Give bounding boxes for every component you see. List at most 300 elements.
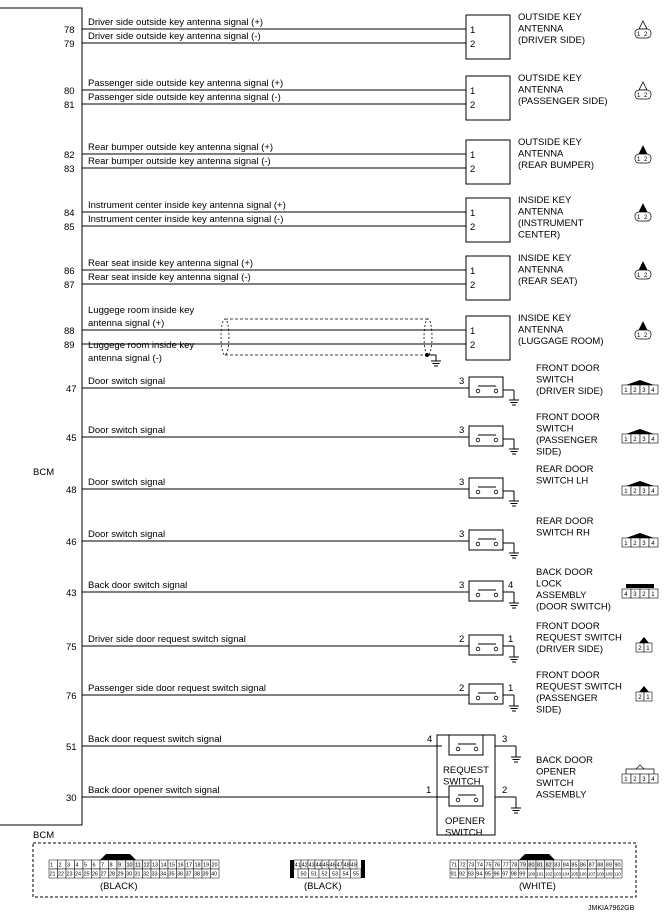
connector-cell-number: 50: [300, 871, 307, 878]
antenna-circuit: [64, 253, 651, 300]
connector-cell-number: 84: [562, 862, 569, 869]
component-name: ASSEMBLY: [536, 789, 587, 801]
terminal-number: 1: [426, 785, 432, 796]
connector-hood: [519, 854, 555, 860]
ground-symbol: [509, 443, 519, 454]
bcm-pin-number: 46: [66, 537, 77, 548]
connector-cell-number: 72: [459, 862, 466, 869]
bcm-pin-number: 75: [66, 642, 77, 653]
switch-circuit: [66, 516, 658, 558]
signal-label: Rear seat inside key antenna signal (+): [88, 258, 254, 269]
connector-cell-number: 101: [536, 871, 544, 877]
connector-cell-number: 39: [202, 871, 209, 878]
connector-cell-number: 103: [553, 871, 561, 877]
connector-cell-number: 8: [109, 862, 113, 869]
terminal-number: 4: [427, 734, 433, 745]
connector-cell-number: 2: [633, 388, 637, 394]
terminal-number: 1: [470, 150, 476, 161]
signal-label: Back door opener switch signal: [88, 785, 220, 796]
connector-cell-number: 76: [494, 862, 501, 869]
terminal-number: 3: [459, 580, 465, 591]
switch-box: [469, 426, 503, 446]
component-name: REAR DOOR: [536, 516, 594, 527]
connector-cell-number: 49: [350, 862, 357, 869]
component-name: FRONT DOOR: [536, 670, 600, 681]
component-name: CENTER): [518, 229, 561, 241]
connector-cell-number: 41: [294, 862, 301, 869]
terminal-number: 2: [470, 222, 476, 233]
connector-cell: 2: [644, 157, 648, 163]
connector-cell-number: 97: [502, 871, 509, 878]
connector-cell-number: 7: [101, 862, 105, 869]
bcm-pin-number: 80: [64, 86, 75, 97]
connector-cell-number: 1: [624, 388, 628, 394]
bcm-pin-number: 43: [66, 588, 77, 599]
switch-node: [456, 798, 460, 802]
signal-label: Rear bumper outside key antenna signal (+): [88, 142, 274, 153]
connector-cell-number: 4: [651, 437, 655, 443]
switch-node: [476, 593, 480, 597]
component-name: OUTSIDE KEY: [518, 73, 582, 84]
component-name: (PASSENGER: [536, 693, 598, 704]
component-name: INSIDE KEY: [518, 313, 572, 324]
connector-cell-number: 37: [185, 871, 192, 878]
connector-cell-number: 4: [624, 592, 628, 598]
switch-node: [494, 696, 498, 700]
switch-node: [476, 490, 480, 494]
connector-cell-number: 71: [451, 862, 458, 869]
connector-key: [361, 860, 365, 878]
connector-cell-number: 86: [580, 862, 587, 869]
component-name: BACK DOOR: [536, 755, 594, 766]
antenna-circuit: [64, 12, 651, 59]
connector-cell-number: 79: [519, 862, 526, 869]
switch-node: [476, 647, 480, 651]
terminal-number: 1: [508, 634, 514, 645]
ground-symbol: [509, 495, 519, 506]
switch-box: [469, 635, 503, 655]
component-name: OUTSIDE KEY: [518, 12, 582, 23]
shield-end: [424, 319, 432, 355]
connector-cell-number: 91: [450, 871, 457, 878]
connector-cell-number: 31: [134, 871, 141, 878]
connector-cell-number: 99: [519, 871, 526, 878]
component-name: (LUGGAGE ROOM): [518, 336, 604, 347]
connector-cell-number: 105: [570, 871, 579, 877]
connector-cell-number: 5: [84, 862, 88, 869]
connector-cell-number: 43: [308, 862, 315, 869]
component-name: OUTSIDE KEY: [518, 137, 582, 148]
bcm-pin-number: 88: [64, 326, 75, 337]
switch-node: [494, 593, 498, 597]
component-name: BACK DOOR: [536, 567, 594, 578]
connector-cell-number: 1: [646, 646, 650, 652]
connector-cell-number: 83: [554, 862, 561, 869]
component-name: (DRIVER SIDE): [536, 386, 604, 397]
connector-cell-number: 82: [545, 862, 552, 869]
terminal-number: 2: [459, 683, 465, 694]
switch-box: [469, 478, 503, 498]
component-name: ANTENNA: [518, 23, 564, 35]
component-name: ANTENNA: [518, 84, 564, 96]
terminal-number: 2: [470, 340, 476, 351]
connector-icon: [626, 481, 654, 486]
switch-box: [469, 530, 503, 550]
signal-label: Rear bumper outside key antenna signal (-): [88, 156, 271, 167]
component-name: FRONT DOOR: [536, 363, 600, 374]
ground-symbol: [509, 547, 519, 558]
bcm-pin-number: 78: [64, 25, 75, 36]
terminal-number: 3: [459, 425, 465, 436]
signal-label: Instrument center inside key antenna signal (-): [88, 214, 284, 225]
connector-cell-number: 29: [117, 871, 124, 878]
switch-circuit: [66, 621, 652, 662]
signal-label: Rear seat inside key antenna signal (-): [88, 272, 251, 283]
connector-cell-number: 32: [143, 871, 150, 878]
connector-cell-number: 25: [83, 871, 90, 878]
connector-cell-number: 94: [476, 871, 483, 878]
component-name: (DOOR SWITCH): [536, 601, 611, 613]
connector-icon: [639, 204, 647, 212]
connector-cell-number: 42: [301, 862, 308, 869]
bcm-pin-number: 51: [66, 742, 77, 753]
connector-cell-number: 44: [315, 862, 322, 869]
connector-cell: 1: [637, 157, 641, 163]
connector-cell-number: 3: [642, 541, 646, 547]
bcm-pin-number: 86: [64, 266, 75, 277]
connector-cell-number: 18: [194, 862, 201, 869]
connector-cell-number: 6: [92, 862, 96, 869]
connector-icon: [639, 82, 647, 90]
switch-node: [494, 389, 498, 393]
connector-cell-number: 36: [177, 871, 184, 878]
connector-cell-number: 46: [329, 862, 336, 869]
connector-cell-number: 2: [633, 777, 637, 783]
switch-circuit: [66, 670, 652, 716]
connector-cell-number: 98: [510, 871, 517, 878]
connector-cell-number: 106: [579, 871, 587, 877]
connector-cell-number: 23: [66, 871, 73, 878]
component-name: REQUEST SWITCH: [536, 681, 622, 693]
switch-name: SWITCH: [443, 776, 481, 788]
connector-cell-number: 55: [353, 871, 360, 878]
connector-cell-number: 2: [633, 541, 637, 547]
connector-cell-number: 85: [571, 862, 578, 869]
ground-symbol: [509, 597, 519, 608]
connector-cell-number: 1: [624, 489, 628, 495]
terminal-number: 2: [470, 280, 476, 291]
connector-cell-number: 2: [638, 695, 642, 701]
connector-cell-number: 21: [49, 871, 56, 878]
signal-label: Door switch signal: [88, 376, 166, 387]
terminal-number: 2: [470, 39, 476, 50]
connector-cell-number: 1: [624, 541, 628, 547]
connector-cell: 2: [644, 93, 648, 99]
ground-symbol: [431, 355, 441, 366]
connector-cell-number: 92: [459, 871, 466, 878]
ground-symbol: [511, 751, 521, 762]
switch-node: [474, 798, 478, 802]
connector-cell: 2: [644, 333, 648, 339]
terminal-number: 1: [470, 86, 476, 97]
component-name: REQUEST SWITCH: [536, 632, 622, 644]
connector-cell-number: 28: [109, 871, 116, 878]
connector-cell-number: 4: [75, 862, 79, 869]
switch-circuit: [66, 363, 658, 405]
signal-label: Back door switch signal: [88, 580, 188, 591]
switch-node: [476, 389, 480, 393]
terminal-number: 1: [470, 208, 476, 219]
connector-cell-number: 51: [311, 871, 318, 878]
switch-node: [494, 490, 498, 494]
connector-icon: [626, 584, 654, 588]
signal-label: Passenger side outside key antenna signal (-): [88, 92, 281, 103]
connector-cell-number: 74: [476, 862, 483, 869]
connector-cell-number: 3: [642, 489, 646, 495]
terminal-number: 2: [502, 785, 508, 796]
connector-cell-number: 88: [597, 862, 604, 869]
diagram-id: JMKIA7962GB: [588, 905, 635, 912]
connector-cell-number: 3: [642, 437, 646, 443]
component-name: OPENER: [536, 766, 577, 778]
component-name: (REAR SEAT): [518, 276, 578, 287]
connector-cell-number: 35: [168, 871, 175, 878]
antenna-box: [466, 140, 510, 184]
connector-cell-number: 17: [186, 862, 193, 869]
bcm-pin-number: 83: [64, 164, 75, 175]
connector-cell-number: 40: [211, 871, 218, 878]
bcm-pin-number: 45: [66, 433, 77, 444]
connector-cell: 2: [644, 32, 648, 38]
ground-symbol: [509, 651, 519, 662]
connector-cell-number: 90: [614, 862, 621, 869]
switch-circuit: [66, 464, 658, 506]
signal-label: Driver side door request switch signal: [88, 634, 246, 645]
connector-cell-number: 87: [588, 862, 595, 869]
bcm-pin-number: 76: [66, 691, 77, 702]
terminal-number: 2: [459, 634, 465, 645]
component-name: ASSEMBLY: [536, 590, 587, 601]
connector-cell: 1: [637, 215, 641, 221]
terminal-number: 2: [470, 100, 476, 111]
component-name: SWITCH RH: [536, 527, 590, 539]
component-name: SWITCH LH: [536, 475, 589, 487]
switch-node: [456, 747, 460, 751]
terminal-number: 1: [470, 266, 476, 277]
back-door-opener-circuit: [66, 734, 658, 839]
component-name: FRONT DOOR: [536, 621, 600, 632]
terminal-number: 2: [470, 164, 476, 175]
connector-cell-number: 15: [169, 862, 176, 869]
switch-node: [476, 696, 480, 700]
connector-cell-number: 102: [545, 871, 553, 877]
connector-cell-number: 52: [321, 871, 328, 878]
connector-cell: 1: [637, 32, 641, 38]
antenna-box: [466, 198, 510, 242]
connector-cell-number: 24: [75, 871, 82, 878]
switch-node: [474, 747, 478, 751]
signal-label: antenna signal (+): [88, 318, 165, 329]
ground-symbol: [509, 394, 519, 405]
signal-label: Driver side outside key antenna signal (-): [88, 31, 261, 42]
component-name: LOCK: [536, 578, 562, 590]
component-name: INSIDE KEY: [518, 253, 572, 264]
switch-box: [469, 377, 503, 397]
connector-cell: 1: [637, 273, 641, 279]
signal-label: Passenger side outside key antenna signal (+): [88, 78, 284, 89]
switch-circuit: [66, 567, 658, 613]
terminal-number: 3: [459, 477, 465, 488]
connector-cell-number: 95: [484, 871, 492, 878]
switch-box: [449, 735, 483, 755]
connector-cell-number: 1: [651, 592, 655, 598]
bcm-pin-number: 81: [64, 100, 75, 111]
bcm-connector-title: BCM: [33, 830, 55, 841]
antenna-box: [466, 76, 510, 120]
bcm-connector: [290, 860, 365, 892]
component-name: SWITCH: [536, 423, 574, 435]
connector-cell-number: 48: [343, 862, 350, 869]
switch-node: [476, 542, 480, 546]
component-name: (DRIVER SIDE): [518, 35, 586, 46]
terminal-number: 3: [459, 376, 465, 387]
connector-color-label: (BLACK): [304, 881, 342, 892]
antenna-box: [466, 256, 510, 300]
connector-icon: [639, 146, 647, 154]
connector-cell-number: 4: [651, 489, 655, 495]
connector-cell: 1: [637, 333, 641, 339]
bcm-pin-number: 87: [64, 280, 75, 291]
connector-cell-number: 75: [485, 862, 492, 869]
component-name: SWITCH: [536, 778, 574, 789]
ground-symbol: [509, 700, 519, 711]
connector-cell-number: 14: [160, 862, 167, 869]
component-name: SIDE): [536, 704, 562, 716]
switch-circuit: [66, 412, 658, 458]
switch-name: SWITCH: [445, 827, 483, 839]
connector-cell-number: 11: [135, 862, 141, 869]
connector-icon: [626, 765, 654, 774]
connector-cell-number: 104: [562, 871, 570, 877]
terminal-number: 4: [508, 580, 514, 591]
connector-cell-number: 1: [50, 862, 54, 869]
antenna-box: [466, 15, 510, 59]
signal-label: Door switch signal: [88, 425, 166, 436]
signal-label: Luggege room inside key: [88, 305, 195, 316]
connector-cell-number: 2: [642, 592, 646, 598]
connector-hood: [100, 854, 136, 860]
component-name: REAR DOOR: [536, 464, 594, 475]
connector-color-label: (BLACK): [100, 881, 138, 892]
component-name: FRONT DOOR: [536, 412, 600, 423]
connector-cell-number: 100: [527, 871, 536, 877]
connector-cell-number: 12: [143, 862, 150, 869]
component-name: SWITCH: [536, 374, 574, 386]
signal-label: Back door request switch signal: [88, 734, 222, 745]
connector-icon: [639, 322, 647, 330]
component-name: (INSTRUMENT: [518, 218, 584, 229]
connector-cell-number: 2: [638, 646, 642, 652]
connector-cell-number: 2: [633, 489, 637, 495]
connector-key: [290, 860, 294, 878]
switch-name: REQUEST: [443, 765, 489, 776]
switch-box: [449, 786, 483, 806]
component-name: ANTENNA: [518, 206, 564, 218]
bcm-pin-number: 85: [64, 222, 75, 233]
switch-node: [476, 438, 480, 442]
switch-node: [494, 438, 498, 442]
connector-cell: 1: [637, 93, 641, 99]
connector-cell-number: 30: [126, 871, 133, 878]
antenna-box: [466, 316, 510, 360]
connector-cell-number: 33: [151, 871, 158, 878]
signal-label: Door switch signal: [88, 529, 166, 540]
connector-cell-number: 73: [468, 862, 475, 869]
signal-label: antenna signal (-): [88, 353, 162, 364]
terminal-number: 1: [470, 25, 476, 36]
switch-node: [494, 542, 498, 546]
connector-cell-number: 19: [203, 862, 210, 869]
signal-label: Door switch signal: [88, 477, 166, 488]
antenna-circuit: [64, 305, 651, 366]
connector-cell-number: 89: [605, 862, 612, 869]
connector-cell-number: 54: [342, 871, 349, 878]
terminal-number: 1: [508, 683, 514, 694]
connector-cell-number: 34: [160, 871, 167, 878]
connector-cell-number: 38: [194, 871, 201, 878]
connector-cell-number: 45: [322, 862, 329, 869]
connector-cell-number: 22: [58, 871, 65, 878]
connector-cell: 2: [644, 273, 648, 279]
connector-cell-number: 108: [596, 871, 604, 877]
connector-icon: [626, 429, 654, 434]
connector-cell-number: 1: [646, 695, 650, 701]
connector-cell-number: 20: [211, 862, 218, 869]
connector-cell-number: 110: [613, 871, 621, 877]
bcm-connector: [450, 854, 622, 892]
connector-cell-number: 3: [633, 592, 637, 598]
connector-cell-number: 4: [651, 541, 655, 547]
connector-cell-number: 26: [92, 871, 99, 878]
connector-cell-number: 4: [651, 388, 655, 394]
component-name: (DRIVER SIDE): [536, 644, 604, 655]
connector-cell-number: 1: [624, 437, 628, 443]
connector-cell-number: 27: [100, 871, 107, 878]
bcm-pin-number: 30: [66, 793, 77, 804]
connector-cell-number: 3: [67, 862, 71, 869]
signal-label: Luggege room inside key: [88, 340, 195, 351]
bcm-label: BCM: [33, 467, 55, 478]
component-name: ANTENNA: [518, 264, 564, 276]
terminal-number: 3: [502, 734, 508, 745]
connector-icon: [639, 21, 647, 29]
connector-icon: [639, 262, 647, 270]
component-name: SIDE): [536, 446, 562, 458]
bcm-pin-number: 84: [64, 208, 75, 219]
switch-name: OPENER: [445, 816, 486, 827]
component-name: (REAR BUMPER): [518, 160, 595, 171]
signal-label: Passenger side door request switch signal: [88, 683, 266, 694]
switch-box: [469, 581, 503, 601]
connector-cell-number: 9: [118, 862, 122, 869]
component-name: INSIDE KEY: [518, 195, 572, 206]
connector-cell-number: 3: [642, 777, 646, 783]
connector-cell-number: 1: [624, 777, 628, 783]
antenna-circuit: [64, 195, 651, 242]
terminal-number: 3: [459, 529, 465, 540]
signal-label: Instrument center inside key antenna signal (+): [88, 200, 286, 211]
connector-cell-number: 81: [537, 862, 544, 869]
